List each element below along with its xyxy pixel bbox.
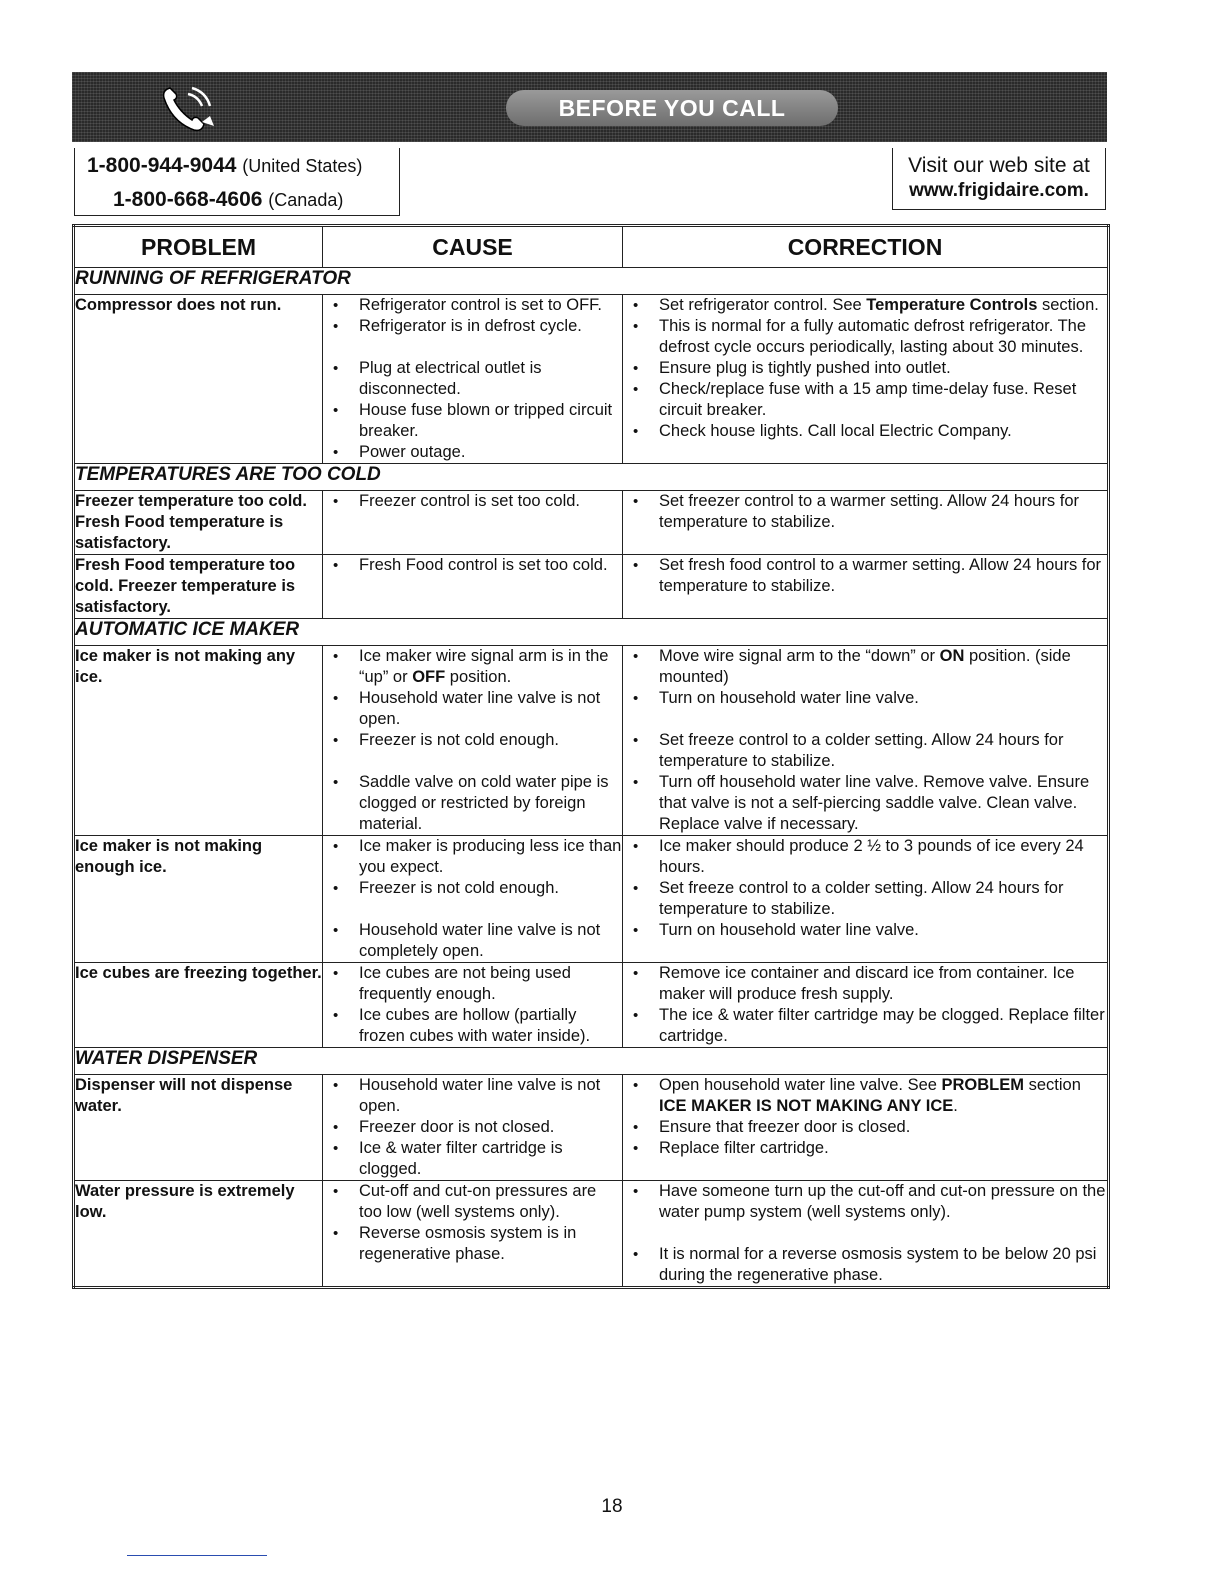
header-cause: CAUSE [323,226,623,268]
table-row [74,555,1109,619]
page-title: BEFORE YOU CALL [558,94,786,121]
list-item: • Refrigerator control is set to OFF. [323,295,622,316]
list-item: • Freezer is not cold enough. [323,878,622,899]
cause-cell [323,555,623,619]
section-row [74,268,1109,295]
cause-cell [323,295,623,464]
list-item: • Check/replace fuse with a 15 amp time-delay fuse. Reset circuit breaker. [623,379,1107,421]
list-item: • Plug at electrical outlet is disconnected. [323,358,622,400]
problem-cell: Dispenser will not dispense water. [74,1075,323,1181]
correction-cell [623,555,1109,619]
table-header-row [74,226,1109,268]
cause-cell [323,836,623,963]
correction-cell [623,491,1109,555]
us-phone-line [87,154,362,178]
problem-cell: Ice maker is not making enough ice. [74,836,323,963]
section-water-dispenser: WATER DISPENSER [74,1048,1109,1075]
cause-cell [323,491,623,555]
banner-title-pill [506,90,838,126]
table-row [74,491,1109,555]
list-item: • The ice & water filter cartridge may be clogged. Replace filter cartridge. [623,1005,1107,1047]
list-item: • Ice & water filter cartridge is clogged. [323,1138,622,1180]
list-item: • Turn on household water line valve. [623,920,1107,941]
list-item: • Freezer is not cold enough. [323,730,622,751]
header-correction: CORRECTION [623,226,1109,268]
list-item: • It is normal for a reverse osmosis system to be below 20 psi during the regenerative phase. [623,1244,1107,1286]
list-item: • Set freeze control to a colder setting. Allow 24 hours for temperature to stabilize. [623,730,1107,772]
list-item: • Saddle valve on cold water pipe is clogged or restricted by foreign material. [323,772,622,835]
cause-cell [323,963,623,1048]
list-item: • Ice cubes are hollow (partially frozen cubes with water inside). [323,1005,622,1047]
list-item: • Power outage. [323,442,622,463]
list-item: • Check house lights. Call local Electric Company. [623,421,1107,442]
footer-rule [127,1555,267,1556]
list-item: • Ensure plug is tightly pushed into outlet. [623,358,1107,379]
list-item: • Household water line valve is not open. [323,1075,622,1117]
table-row [74,1181,1109,1288]
list-item: • Set refrigerator control. See Temperature Controls section. [623,295,1107,316]
correction-cell [623,1075,1109,1181]
list-item: • Set fresh food control to a warmer setting. Allow 24 hours for temperature to stabilize. [623,555,1107,597]
problem-cell: Ice maker is not making any ice. [74,646,323,836]
canada-phone-number: 1-800-668-4606 [113,188,263,211]
correction-cell [623,646,1109,836]
section-too-cold: TEMPERATURES ARE TOO COLD [74,464,1109,491]
list-item: • Turn on household water line valve. [623,688,1107,709]
list-item: • Refrigerator is in defrost cycle. [323,316,622,337]
list-item: • Fresh Food control is set too cold. [323,555,622,576]
list-item: • Cut-off and cut-on pressures are too low (well systems only). [323,1181,622,1223]
page-number: 18 [601,1496,623,1517]
us-phone-number: 1-800-944-9044 [87,154,237,177]
list-item: • House fuse blown or tripped circuit breaker. [323,400,622,442]
correction-cell [623,1181,1109,1288]
list-item: • Household water line valve is not open. [323,688,622,730]
problem-cell: Ice cubes are freezing together. [74,963,323,1048]
list-item: • Ice maker wire signal arm is in the “up” or OFF position. [323,646,622,688]
list-item: • Replace filter cartridge. [623,1138,1107,1159]
phone-handset-icon [158,82,218,134]
canada-phone-line [113,188,343,212]
problem-cell: Compressor does not run. [74,295,323,464]
section-running: RUNNING OF REFRIGERATOR [74,268,1109,295]
list-item: • Move wire signal arm to the “down” or ON position. (side mounted) [623,646,1107,688]
list-item: • Ice maker should produce 2 ½ to 3 pounds of ice every 24 hours. [623,836,1107,878]
list-item: • Turn off household water line valve. Remove valve. Ensure that valve is not a self-piercing saddle valve. Clean valve. Replace valve if necessary. [623,772,1107,835]
list-item: • Ice cubes are not being used frequently enough. [323,963,622,1005]
list-item: • Ice maker is producing less ice than you expect. [323,836,622,878]
canada-phone-label: (Canada) [268,190,344,210]
table-row [74,836,1109,963]
correction-cell [623,836,1109,963]
phone-numbers-box [74,148,400,216]
before-you-call-banner [72,72,1107,142]
table-row [74,646,1109,836]
list-item: • Remove ice container and discard ice from container. Ice maker will produce fresh supply. [623,963,1107,1005]
list-item: • Reverse osmosis system is in regenerative phase. [323,1223,622,1265]
us-phone-label: (United States) [242,156,363,176]
header-problem: PROBLEM [74,226,323,268]
list-item: • This is normal for a fully automatic defrost refrigerator. The defrost cycle occurs periodically, lasting about 30 minutes. [623,316,1107,358]
table-row [74,295,1109,464]
list-item: • Household water line valve is not completely open. [323,920,622,962]
website-link[interactable]: www.frigidaire.com. [909,180,1089,201]
cause-cell [323,1075,623,1181]
cause-cell [323,1181,623,1288]
section-row [74,464,1109,491]
section-row [74,1048,1109,1075]
cause-cell [323,646,623,836]
correction-cell [623,963,1109,1048]
troubleshooting-table [72,224,1110,1289]
problem-cell: Fresh Food temperature too cold. Freezer temperature is satisfactory. [74,555,323,619]
list-item: • Ensure that freezer door is closed. [623,1117,1107,1138]
section-row [74,619,1109,646]
list-item: • Freezer door is not closed. [323,1117,622,1138]
problem-cell: Freezer temperature too cold. Fresh Food temperature is satisfactory. [74,491,323,555]
list-item: • Freezer control is set too cold. [323,491,622,512]
table-row [74,963,1109,1048]
list-item: • Have someone turn up the cut-off and cut-on pressure on the water pump system (well systems only). [623,1181,1107,1223]
correction-cell [623,295,1109,464]
list-item: • Set freezer control to a warmer setting. Allow 24 hours for temperature to stabilize. [623,491,1107,533]
list-item: • Set freeze control to a colder setting. Allow 24 hours for temperature to stabilize. [623,878,1107,920]
website-box [892,148,1106,210]
table-row [74,1075,1109,1181]
website-text: Visit our web site at [908,154,1090,177]
list-item: • Open household water line valve. See PROBLEM section ICE MAKER IS NOT MAKING ANY ICE. [623,1075,1107,1117]
section-ice-maker: AUTOMATIC ICE MAKER [74,619,1109,646]
problem-cell: Water pressure is extremely low. [74,1181,323,1288]
